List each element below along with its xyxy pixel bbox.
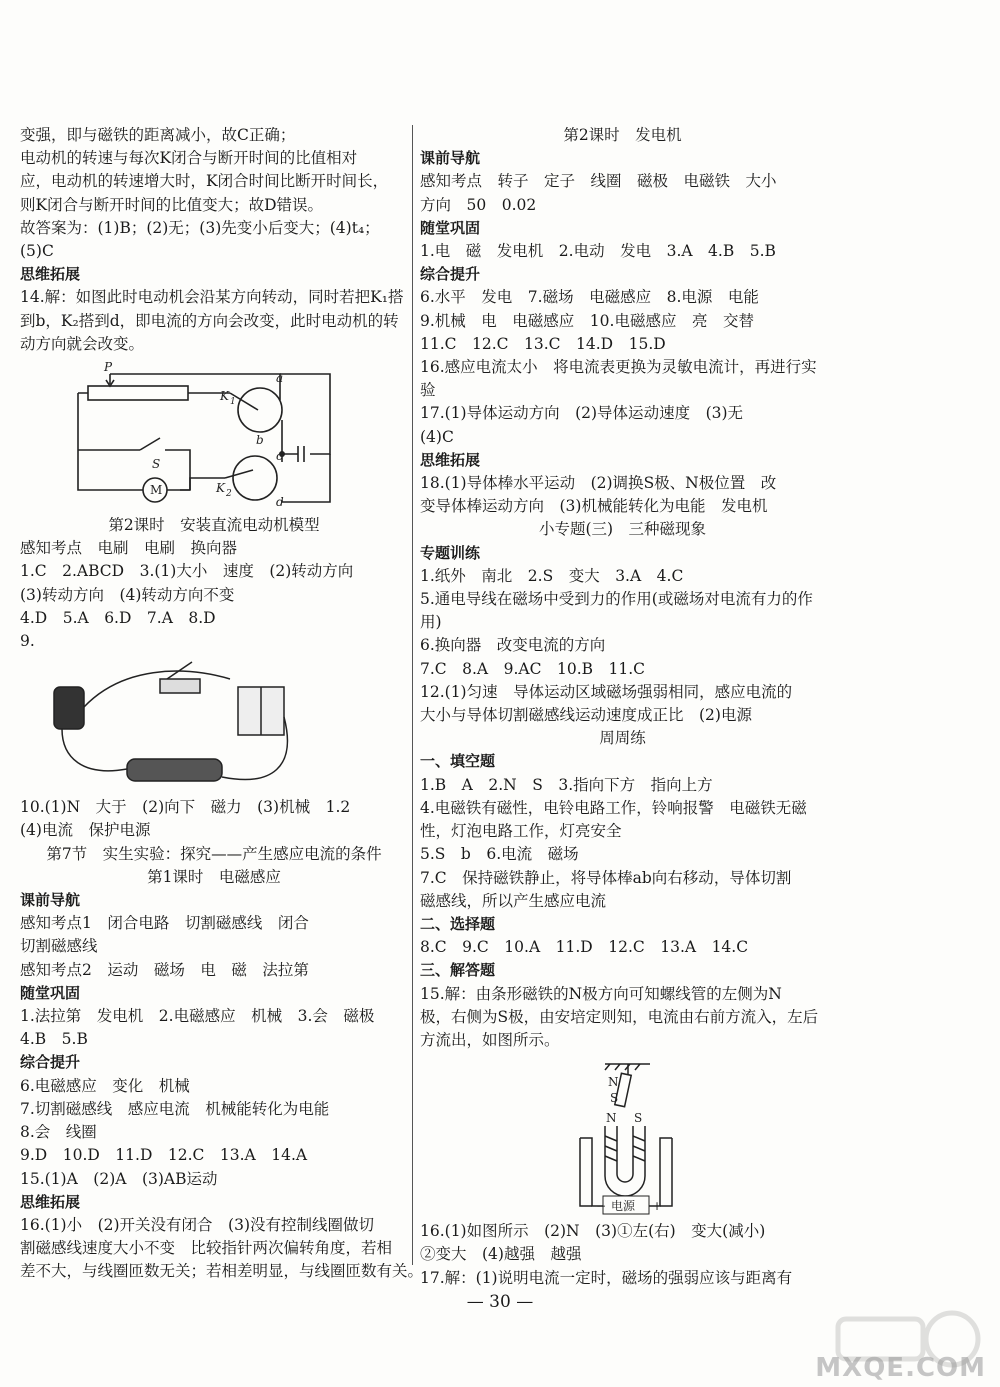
- answer-line: 割磁感线速度大小不变 比较指针两次偏转角度，若相: [20, 1239, 393, 1258]
- answer-line: 方向 50 0.02: [420, 195, 537, 214]
- svg-text:2: 2: [226, 489, 232, 500]
- answer-line: 故答案为：(1)B；(2)无；(3)先变小后变大；(4)t₄；: [20, 218, 380, 237]
- answer-line: 感知考点 电刷 电刷 换向器: [20, 539, 238, 558]
- answer-line: 8.会 线圈: [20, 1123, 97, 1142]
- section-heading: 随堂巩固: [20, 983, 81, 1002]
- answer-line: 5.通电导线在磁场中受到力的作用(或磁场对电流有力的作: [420, 590, 813, 609]
- answer-line: 15.解：由条形磁铁的N极方向可知螺线管的左侧为N: [420, 984, 782, 1003]
- answer-line: 1.纸外 南北 2.S 变大 3.A 4.C: [420, 566, 684, 585]
- svg-text:S: S: [634, 1111, 643, 1126]
- svg-text:b: b: [256, 433, 264, 448]
- answer-line: 1.电 磁 发电机 2.电动 发电 3.A 4.B 5.B: [420, 242, 776, 261]
- lesson-title: 第1课时 电磁感应: [147, 867, 281, 886]
- answer-line: 到b，K₂搭到d，即电流的方向会改变，此时电动机的转: [20, 311, 399, 330]
- answer-line: 感知考点 转子 定子 线圈 磁极 电磁铁 大小: [420, 172, 777, 191]
- answer-line: 则K闭合与断开时间的比值变大；故D错误。: [20, 195, 324, 214]
- section-heading: 思维拓展: [20, 265, 81, 284]
- section-heading: 课前导航: [420, 149, 481, 168]
- svg-text:P: P: [104, 360, 113, 375]
- svg-text:K: K: [220, 389, 229, 404]
- svg-text:c: c: [276, 449, 283, 464]
- svg-text:M: M: [150, 483, 163, 498]
- answer-line: (3)转动方向 (4)转动方向不变: [20, 585, 235, 604]
- lesson-title: 第2课时 发电机: [563, 126, 682, 144]
- svg-text:d: d: [276, 495, 284, 510]
- answer-line: 10.(1)N 大于 (2)向下 磁力 (3)机械 1.2: [20, 798, 351, 817]
- answer-line: 18.(1)导体棒水平运动 (2)调换S极、N极位置 改: [420, 474, 777, 493]
- answer-line: 4.D 5.A 6.D 7.A 8.D: [20, 608, 216, 627]
- answer-line: 变强，即与磁铁的距离减小，故C正确；: [20, 126, 296, 144]
- answer-line: 6.换向器 改变电流的方向: [420, 636, 606, 655]
- answer-line: ②变大 (4)越强 越强: [420, 1245, 582, 1264]
- answer-line: 1.B A 2.N S 3.指向下方 指向上方: [420, 775, 713, 794]
- answer-line: 方流出，如图所示。: [420, 1030, 560, 1049]
- page-number: — 30 —: [466, 1292, 534, 1312]
- section-heading: 综合提升: [20, 1053, 81, 1072]
- section-heading: 二、选择题: [420, 914, 496, 933]
- section-heading: 思维拓展: [20, 1192, 81, 1211]
- answer-line: 用): [420, 613, 442, 632]
- answer-line: (5)C: [20, 242, 54, 261]
- svg-text:−: −: [596, 1199, 607, 1214]
- answer-line: (4)C: [420, 427, 454, 446]
- lesson-title: 小专题(三) 三种磁现象: [538, 520, 707, 539]
- answer-line: 切割磁感线: [20, 937, 98, 956]
- answer-line: 感知考点2 运动 磁场 电 磁 法拉第: [20, 960, 309, 979]
- answer-line: 性，灯泡电路工作，灯亮安全: [420, 822, 622, 841]
- answer-line: 16.(1)小 (2)开关没有闭合 (3)没有控制线圈做切: [20, 1215, 375, 1234]
- answer-line: 7.C 保持磁铁静止，将导体棒ab向右移动，导体切割: [420, 868, 792, 887]
- answer-line: 差不大，与线圈匝数无关；若相差明显，与线圈匝数有关。: [20, 1262, 424, 1281]
- answer-line: 变导体棒运动方向 (3)机械能转化为电能 发电机: [420, 497, 768, 516]
- lesson-title: 第2课时 安装直流电动机模型: [108, 516, 320, 535]
- answer-line: (4)电流 保护电源: [20, 821, 151, 840]
- answer-line: 9.: [20, 632, 35, 651]
- svg-text:K: K: [216, 481, 225, 496]
- answer-line: 1.法拉第 发电机 2.电磁感应 机械 3.会 磁极: [20, 1007, 375, 1026]
- answer-line: 15.(1)A (2)A (3)AB运动: [20, 1169, 218, 1188]
- electromagnet-figure: [420, 1056, 825, 1216]
- answer-line: 9.机械 电 电磁感应 10.电磁感应 亮 交替: [420, 311, 754, 330]
- svg-text:电源: 电源: [611, 1199, 636, 1214]
- svg-text:a: a: [276, 371, 284, 386]
- answer-line: 9.D 10.D 11.D 12.C 13.A 14.A: [20, 1146, 308, 1165]
- answer-line: 电动机的转速与每次K闭合与断开时间的比值相对: [20, 149, 358, 168]
- answer-line: 动方向就会改变。: [20, 334, 145, 353]
- svg-text:S: S: [152, 457, 161, 472]
- answer-line: 磁感线，所以产生感应电流: [420, 891, 607, 910]
- apparatus-illustration: [42, 657, 302, 792]
- svg-text:+: +: [652, 1199, 663, 1214]
- answer-line: 16.(1)如图所示 (2)N (3)①左(右) 变大(减小): [420, 1222, 766, 1241]
- lesson-title: 周周练: [599, 729, 646, 748]
- section-heading: 随堂巩固: [420, 218, 481, 237]
- lesson-title: 第7节 实生实验：探究——产生感应电流的条件: [46, 844, 382, 863]
- answer-line: 6.水平 发电 7.磁场 电磁感应 8.电源 电能: [420, 288, 759, 307]
- section-heading: 综合提升: [420, 265, 481, 284]
- circuit-diagram: [70, 360, 350, 510]
- answer-line: 8.C 9.C 10.A 11.D 12.C 13.A 14.C: [420, 938, 749, 957]
- answer-line: 大小与导体切割磁感线运动速度成正比 (2)电源: [420, 706, 752, 725]
- right-column: [420, 124, 825, 1290]
- section-heading: 课前导航: [20, 891, 81, 910]
- answer-line: 验: [420, 381, 436, 400]
- left-column: [20, 124, 424, 1284]
- section-heading: 三、解答题: [420, 961, 496, 980]
- answer-line: 12.(1)匀速 导体运动区域磁场强弱相同，感应电流的: [420, 682, 793, 701]
- answer-line: 7.切割磁感线 感应电流 机械能转化为电能: [20, 1099, 330, 1118]
- answer-line: 6.电磁感应 变化 机械: [20, 1076, 190, 1095]
- column-divider: [412, 125, 413, 1265]
- svg-text:S: S: [610, 1091, 619, 1106]
- watermark-site: MXQE.COM: [815, 1353, 986, 1383]
- answer-line: 11.C 12.C 13.C 14.D 15.D: [420, 334, 666, 353]
- answer-line: 16.感应电流太小 将电流表更换为灵敏电流计，再进行实: [420, 358, 817, 377]
- answer-line: 4.电磁铁有磁性，电铃电路工作，铃响报警 电磁铁无磁: [420, 798, 807, 817]
- answer-line: 感知考点1 闭合电路 切割磁感线 闭合: [20, 914, 309, 933]
- svg-text:1: 1: [230, 397, 236, 408]
- answer-line: 4.B 5.B: [20, 1030, 88, 1049]
- answer-line: 1.C 2.ABCD 3.(1)大小 速度 (2)转动方向: [20, 562, 354, 581]
- answer-line: 极，右侧为S极，由安培定则知，电流由右前方流入，左后: [420, 1007, 819, 1026]
- section-heading: 一、填空题: [420, 752, 496, 771]
- answer-line: 7.C 8.A 9.AC 10.B 11.C: [420, 659, 646, 678]
- answer-line: 5.S b 6.电流 磁场: [420, 845, 579, 864]
- svg-text:N: N: [608, 1075, 619, 1090]
- answer-line: 应，电动机的转速增大时，K闭合时间比断开时间长，: [20, 172, 389, 191]
- section-heading: 思维拓展: [420, 450, 481, 469]
- answer-line: 14.解：如图此时电动机会沿某方向转动，同时若把K₁搭: [20, 288, 404, 307]
- answer-line: 17.(1)导体运动方向 (2)导体运动速度 (3)无: [420, 404, 744, 423]
- section-heading: 专题训练: [420, 543, 481, 562]
- svg-text:N: N: [606, 1111, 617, 1126]
- answer-line: 17.解：(1)说明电流一定时，磁场的强弱应该与距离有: [420, 1268, 793, 1287]
